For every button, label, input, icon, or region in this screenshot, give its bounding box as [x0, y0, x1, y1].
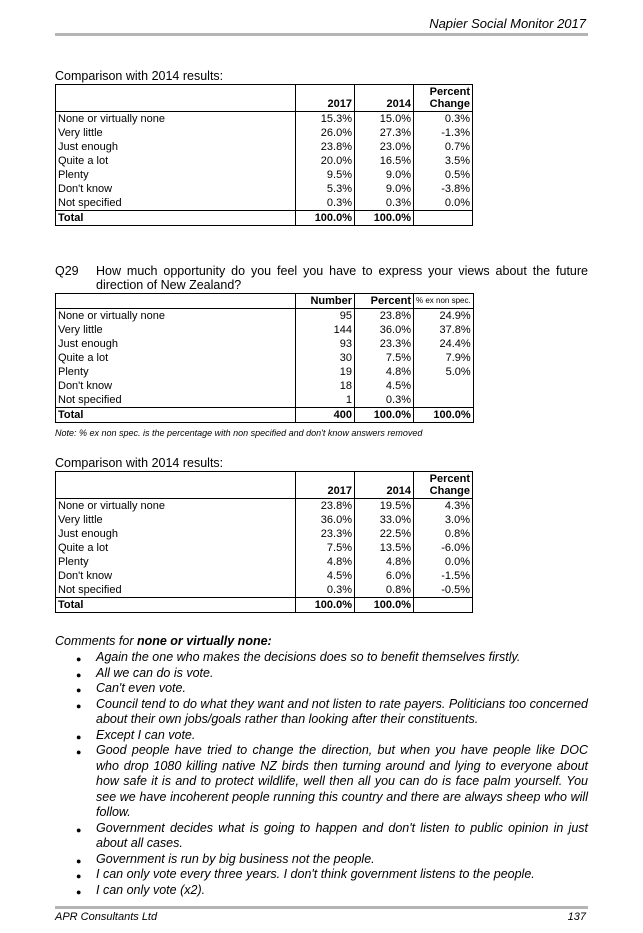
cell-y2017: 26.0% [296, 126, 355, 140]
table-row [56, 555, 473, 569]
col-percent: Percent [355, 294, 414, 309]
row-label: Just enough [56, 337, 296, 351]
col-2014: 2014 [355, 85, 414, 112]
row-label: None or virtually none [56, 499, 296, 514]
bullet-icon: ● [76, 685, 82, 695]
cell-y2014: 4.8% [355, 555, 414, 569]
cell-change: 3.0% [414, 513, 473, 527]
cell-ex [414, 393, 474, 408]
table-row [56, 112, 473, 127]
comments-intro: Comments for [55, 634, 137, 648]
cell-change: -3.8% [414, 182, 473, 196]
cell-change: 0.5% [414, 168, 473, 182]
cell-y2014: 0.8% [355, 583, 414, 598]
comment-text: Good people have tried to change the direction, but when you have people like DOC who drop 1080 killing native NZ birds then turning around and lying to everyone about how safe it is and to protect wildlife, well then all you can do is face palm yourself. You see we have incoherent people running this country and there are always sheep who will follow. [96, 743, 588, 819]
col-2017: 2017 [296, 472, 355, 499]
cell-number: 30 [296, 351, 355, 365]
total-percent: 100.0% [355, 408, 414, 423]
table-row [56, 583, 473, 598]
total-ex: 100.0% [414, 408, 474, 423]
col-change-line1: Percent [429, 473, 470, 485]
table-row [56, 126, 473, 140]
total-label: Total [56, 408, 296, 423]
row-label: Not specified [56, 583, 296, 598]
cell-y2014: 22.5% [355, 527, 414, 541]
cell-y2014: 9.0% [355, 182, 414, 196]
cell-ex: 7.9% [414, 351, 474, 365]
row-label: Quite a lot [56, 154, 296, 168]
table-row [56, 182, 473, 196]
col-2014: 2014 [355, 472, 414, 499]
cell-y2017: 0.3% [296, 196, 355, 211]
cell-ex: 37.8% [414, 323, 474, 337]
cell-y2017: 23.8% [296, 140, 355, 154]
total-2017: 100.0% [296, 211, 355, 226]
cell-percent: 4.8% [355, 365, 414, 379]
cell-change: 4.3% [414, 499, 473, 514]
footer-company: APR Consultants Ltd [55, 911, 158, 923]
cell-y2014: 13.5% [355, 541, 414, 555]
table-row [56, 323, 474, 337]
cell-y2017: 9.5% [296, 168, 355, 182]
row-label: Quite a lot [56, 351, 296, 365]
cell-number: 93 [296, 337, 355, 351]
total-2014: 100.0% [355, 598, 414, 613]
cell-y2017: 23.8% [296, 499, 355, 514]
cell-change: 3.5% [414, 154, 473, 168]
cell-y2014: 0.3% [355, 196, 414, 211]
table-row [56, 168, 473, 182]
list-item [70, 681, 588, 697]
cell-percent: 36.0% [355, 323, 414, 337]
header-title: Napier Social Monitor 2017 [429, 16, 586, 31]
comments-list [70, 650, 588, 898]
list-item [70, 728, 588, 744]
cell-change: -6.0% [414, 541, 473, 555]
comments-category: none or virtually none: [136, 634, 272, 648]
question-number: Q29 [55, 264, 79, 278]
table-total-row [56, 211, 473, 226]
table-row [56, 351, 474, 365]
bullet-icon: ● [76, 654, 82, 664]
total-label: Total [56, 211, 296, 226]
list-item [70, 743, 588, 821]
cell-y2017: 5.3% [296, 182, 355, 196]
cell-change: 0.7% [414, 140, 473, 154]
bullet-icon: ● [76, 747, 82, 757]
cell-y2014: 15.0% [355, 112, 414, 127]
bullet-icon: ● [76, 700, 82, 711]
table-row [56, 541, 473, 555]
row-label: Plenty [56, 365, 296, 379]
list-item [70, 852, 588, 868]
row-label: Not specified [56, 196, 296, 211]
table-header-row [56, 472, 473, 499]
table-row [56, 365, 474, 379]
comment-text: All we can do is vote. [96, 665, 214, 680]
header-blank-cell [56, 294, 296, 309]
table-row [56, 393, 474, 408]
cell-y2017: 15.3% [296, 112, 355, 127]
footer-rule [55, 906, 588, 909]
question-text: How much opportunity do you feel you have to express your views about the future direction of New Zealand? [96, 264, 588, 292]
cell-change: 0.0% [414, 196, 473, 211]
list-item [70, 867, 588, 883]
cell-ex: 5.0% [414, 365, 474, 379]
table-header-row [56, 85, 473, 112]
bullet-icon: ● [76, 731, 82, 742]
comment-text: Can't even vote. [96, 681, 186, 695]
col-change-line1: Percent [429, 86, 470, 98]
row-label: Very little [56, 126, 296, 140]
page-number: 137 [567, 911, 586, 923]
cell-y2017: 20.0% [296, 154, 355, 168]
col-percent-change [414, 472, 473, 499]
table-row [56, 154, 473, 168]
cell-y2014: 23.0% [355, 140, 414, 154]
list-item [70, 697, 588, 728]
col-number: Number [296, 294, 355, 309]
cell-percent: 4.5% [355, 379, 414, 393]
list-item [70, 666, 588, 682]
cell-y2014: 9.0% [355, 168, 414, 182]
cell-ex: 24.9% [414, 309, 474, 324]
bullet-icon: ● [76, 871, 82, 881]
table-total-row [56, 408, 474, 423]
cell-y2014: 19.5% [355, 499, 414, 514]
table-row [56, 569, 473, 583]
header-rule [55, 33, 588, 36]
row-label: Not specified [56, 393, 296, 408]
cell-y2017: 23.3% [296, 527, 355, 541]
row-label: None or virtually none [56, 309, 296, 324]
cell-y2017: 4.5% [296, 569, 355, 583]
total-change [414, 598, 473, 613]
table-row [56, 196, 473, 211]
cell-y2017: 4.8% [296, 555, 355, 569]
comparison2-table [55, 471, 473, 613]
cell-y2014: 6.0% [355, 569, 414, 583]
total-2014: 100.0% [355, 211, 414, 226]
table-note: Note: % ex non spec. is the percentage with non specified and don't know answers removed [55, 428, 423, 438]
total-2017: 100.0% [296, 598, 355, 613]
bullet-icon: ● [76, 669, 82, 680]
col-ex-non-spec: % ex non spec. [414, 294, 474, 309]
cell-percent: 23.3% [355, 337, 414, 351]
q29-table [55, 293, 474, 423]
comparison2-caption: Comparison with 2014 results: [55, 456, 224, 470]
row-label: Plenty [56, 555, 296, 569]
cell-ex [414, 379, 474, 393]
col-2017: 2017 [296, 85, 355, 112]
total-label: Total [56, 598, 296, 613]
cell-number: 19 [296, 365, 355, 379]
row-label: Plenty [56, 168, 296, 182]
bullet-icon: ● [76, 855, 82, 866]
header-blank-cell [56, 85, 296, 112]
row-label: Quite a lot [56, 541, 296, 555]
row-label: Very little [56, 323, 296, 337]
table-row [56, 379, 474, 393]
row-label: None or virtually none [56, 112, 296, 127]
table-header-row [56, 294, 474, 309]
row-label: Don't know [56, 182, 296, 196]
cell-change: -0.5% [414, 583, 473, 598]
comment-text: Council tend to do what they want and not listen to rate payers. Politicians too concerned about their own jobs/goals rather than looking after their constituents. [96, 696, 588, 726]
cell-change: 0.3% [414, 112, 473, 127]
comments-heading [55, 634, 272, 648]
table-row [56, 527, 473, 541]
col-percent-change [414, 85, 473, 112]
list-item [70, 650, 588, 666]
cell-percent: 23.8% [355, 309, 414, 324]
row-label: Don't know [56, 379, 296, 393]
cell-number: 1 [296, 393, 355, 408]
cell-number: 144 [296, 323, 355, 337]
comment-text: Except I can vote. [96, 727, 196, 742]
cell-y2014: 27.3% [355, 126, 414, 140]
cell-change: 0.8% [414, 527, 473, 541]
comment-text: Government is run by big business not the people. [96, 851, 375, 866]
bullet-icon: ● [76, 886, 82, 897]
table-row [56, 309, 474, 324]
cell-change: -1.3% [414, 126, 473, 140]
table-row [56, 513, 473, 527]
comment-text: Again the one who makes the decisions does so to benefit themselves firstly. [96, 650, 521, 664]
cell-y2014: 16.5% [355, 154, 414, 168]
list-item [70, 883, 588, 899]
col-change-line2: Change [429, 485, 470, 497]
row-label: Just enough [56, 527, 296, 541]
comment-text: I can only vote (x2). [96, 882, 206, 897]
cell-number: 18 [296, 379, 355, 393]
row-label: Just enough [56, 140, 296, 154]
table-row [56, 499, 473, 514]
col-change-line2: Change [429, 98, 470, 110]
cell-change: 0.0% [414, 555, 473, 569]
comment-text: I can only vote every three years. I don't think government listens to the people. [96, 867, 535, 881]
table-row [56, 337, 474, 351]
row-label: Very little [56, 513, 296, 527]
comparison1-table [55, 84, 473, 226]
row-label: Don't know [56, 569, 296, 583]
table-total-row [56, 598, 473, 613]
total-change [414, 211, 473, 226]
cell-percent: 7.5% [355, 351, 414, 365]
cell-y2017: 0.3% [296, 583, 355, 598]
comparison1-caption: Comparison with 2014 results: [55, 69, 224, 83]
cell-y2014: 33.0% [355, 513, 414, 527]
cell-number: 95 [296, 309, 355, 324]
list-item [70, 821, 588, 852]
cell-change: -1.5% [414, 569, 473, 583]
comment-text: Government decides what is going to happen and don't listen to public opinion in just about all cases. [96, 820, 588, 850]
cell-ex: 24.4% [414, 337, 474, 351]
bullet-icon: ● [76, 824, 82, 835]
table-row [56, 140, 473, 154]
cell-y2017: 36.0% [296, 513, 355, 527]
header-blank-cell [56, 472, 296, 499]
cell-percent: 0.3% [355, 393, 414, 408]
total-number: 400 [296, 408, 355, 423]
cell-y2017: 7.5% [296, 541, 355, 555]
